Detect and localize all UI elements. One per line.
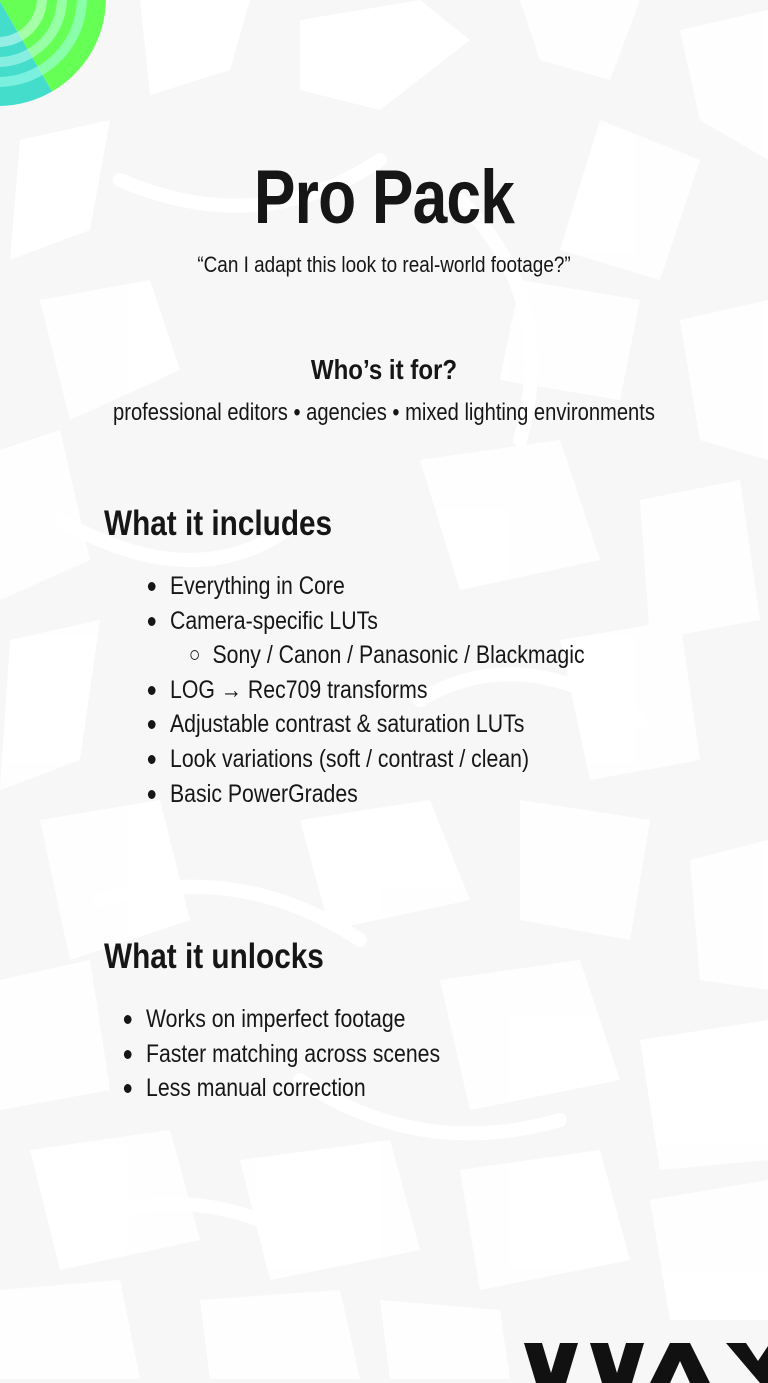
includes-list <box>170 569 585 811</box>
list-item <box>146 1037 440 1072</box>
bullet-icon <box>148 617 156 626</box>
bullet-icon <box>148 755 156 764</box>
list-item-label: Look variations (soft / contrast / clean) <box>170 744 530 773</box>
list-item-label: Sony / Canon / Panasonic / Blackmagic <box>212 641 585 670</box>
bullet-icon <box>148 720 156 729</box>
brand-logo-icon <box>520 1343 768 1383</box>
list-item-label: Everything in Core <box>170 572 345 600</box>
page-title: Pro Pack <box>253 155 515 240</box>
list-item-label: Works on imperfect footage <box>146 1005 406 1033</box>
list-item <box>170 604 585 639</box>
bullet-icon <box>148 790 156 799</box>
unlocks-list <box>146 1002 440 1106</box>
list-item <box>170 673 585 708</box>
list-item <box>146 1002 440 1037</box>
bullet-icon <box>124 1015 132 1024</box>
list-item-label: Camera-specific LUTs <box>170 606 378 635</box>
list-item <box>170 707 585 742</box>
list-item-label: Less manual correction <box>146 1074 366 1103</box>
list-item-label: LOG → Rec709 transforms <box>170 675 428 704</box>
bullet-icon <box>124 1084 132 1093</box>
unlocks-heading: What it unlocks <box>104 937 324 976</box>
bullet-icon <box>124 1050 132 1059</box>
audience-heading: Who’s it for? <box>310 354 458 385</box>
list-item-label: Adjustable contrast & saturation LUTs <box>170 710 525 739</box>
bullet-icon <box>148 582 156 591</box>
list-item <box>170 742 585 777</box>
subtitle-question: “Can I adapt this look to real-world footage?” <box>197 252 571 277</box>
includes-heading: What it includes <box>104 504 333 543</box>
list-item-label: Basic PowerGrades <box>170 779 358 808</box>
audience-text: professional editors • agencies • mixed lighting environments <box>113 399 655 426</box>
list-item <box>170 777 585 812</box>
list-item-label: Faster matching across scenes <box>146 1039 441 1068</box>
list-item <box>170 569 585 604</box>
sub-list-item <box>170 638 585 673</box>
bullet-icon <box>148 686 156 695</box>
hollow-bullet-icon <box>190 650 199 660</box>
list-item <box>146 1071 440 1106</box>
